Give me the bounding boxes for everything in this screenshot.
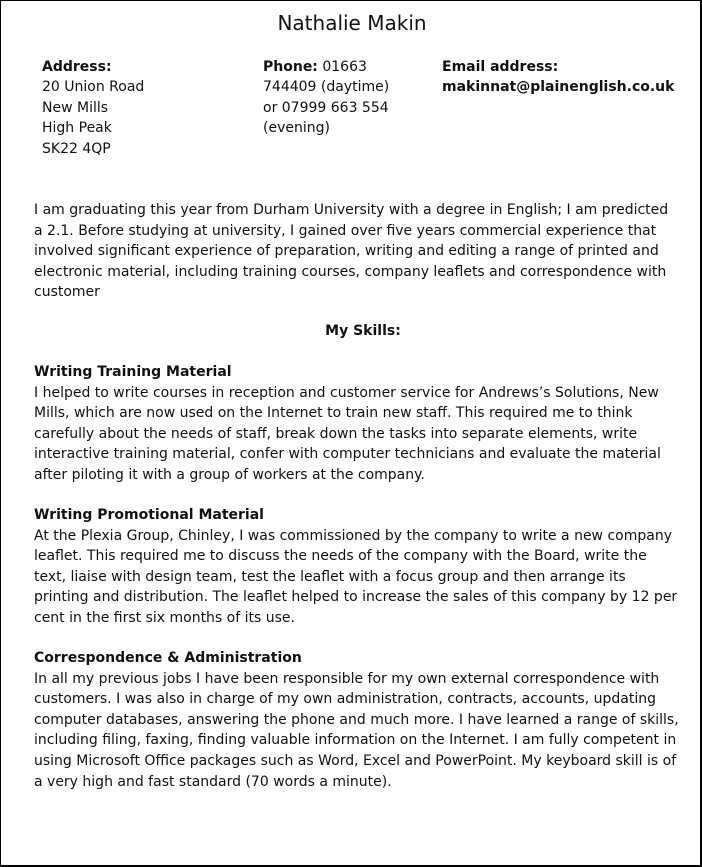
candidate-name: Nathalie Makin (277, 11, 427, 35)
phone-label: Phone: (263, 59, 318, 75)
skill-section (34, 648, 679, 792)
email-block (442, 57, 674, 98)
skill-section (34, 505, 679, 629)
address-line: New Mills (42, 99, 109, 116)
skill-heading: Writing Promotional Material (34, 507, 264, 523)
phone-first-value: 01663 (322, 59, 367, 75)
email-value: makinnat@plainenglish.co.uk (442, 79, 675, 96)
skill-text: In all my previous jobs I have been responsible for my own external correspondence with customers. I was also in charge of my own administration, contracts, accounts, updating computer databases, answering the phone and much more. I have learned a range of skills, including filing, faxing, finding valuable information on the Internet. I am fully competent in using Microsoft Office packages such as Word, Excel and PowerPoint. My keyboard skill is of a very high and fast standard (70 words a minute). (34, 670, 679, 790)
address-line: High Peak (42, 120, 112, 137)
phone-line: 744409 (daytime) (263, 79, 390, 96)
phone-first-line (263, 57, 389, 77)
address-block (42, 57, 144, 159)
skill-section (34, 362, 679, 486)
address-label: Address: (42, 59, 112, 75)
phone-line: (evening) (263, 120, 330, 137)
email-label: Email address: (442, 59, 559, 75)
skill-heading: Writing Training Material (34, 364, 232, 380)
skill-text: I helped to write courses in reception and customer service for Andrews’s Solutions, New Mills, which are now used on the Internet to train new staff. This required me to think carefully about the needs of staff, break down the tasks into separate elements, write interactive training material, confer with computer technicians and evaluate the material after piloting it with a group of workers at the company. (34, 384, 661, 483)
address-line: 20 Union Road (42, 79, 145, 96)
skill-text: At the Plexia Group, Chinley, I was commissioned by the company to write a new company leaflet. This required me to discuss the needs of the company with the Board, write the text, liaise with design team, test the leaflet with a focus group and then arrange its printing and distribution. The leaflet helped to increase the sales of this company by 12 per cent in the first six months of its use. (34, 527, 678, 626)
skill-heading: Correspondence & Administration (34, 650, 302, 666)
phone-block (263, 57, 389, 139)
skills-title: My Skills: (325, 323, 401, 339)
phone-line: or 07999 663 554 (263, 99, 389, 116)
summary-paragraph: I am graduating this year from Durham University with a degree in English; I am predicted a 2.1. Before studying at university, I gained over five years commercial experience that involved significant experience of preparation, writing and editing a range of printed and electronic material, including training courses, company leaflets and correspondence with customer (34, 202, 669, 301)
address-line: SK22 4QP (42, 140, 111, 157)
